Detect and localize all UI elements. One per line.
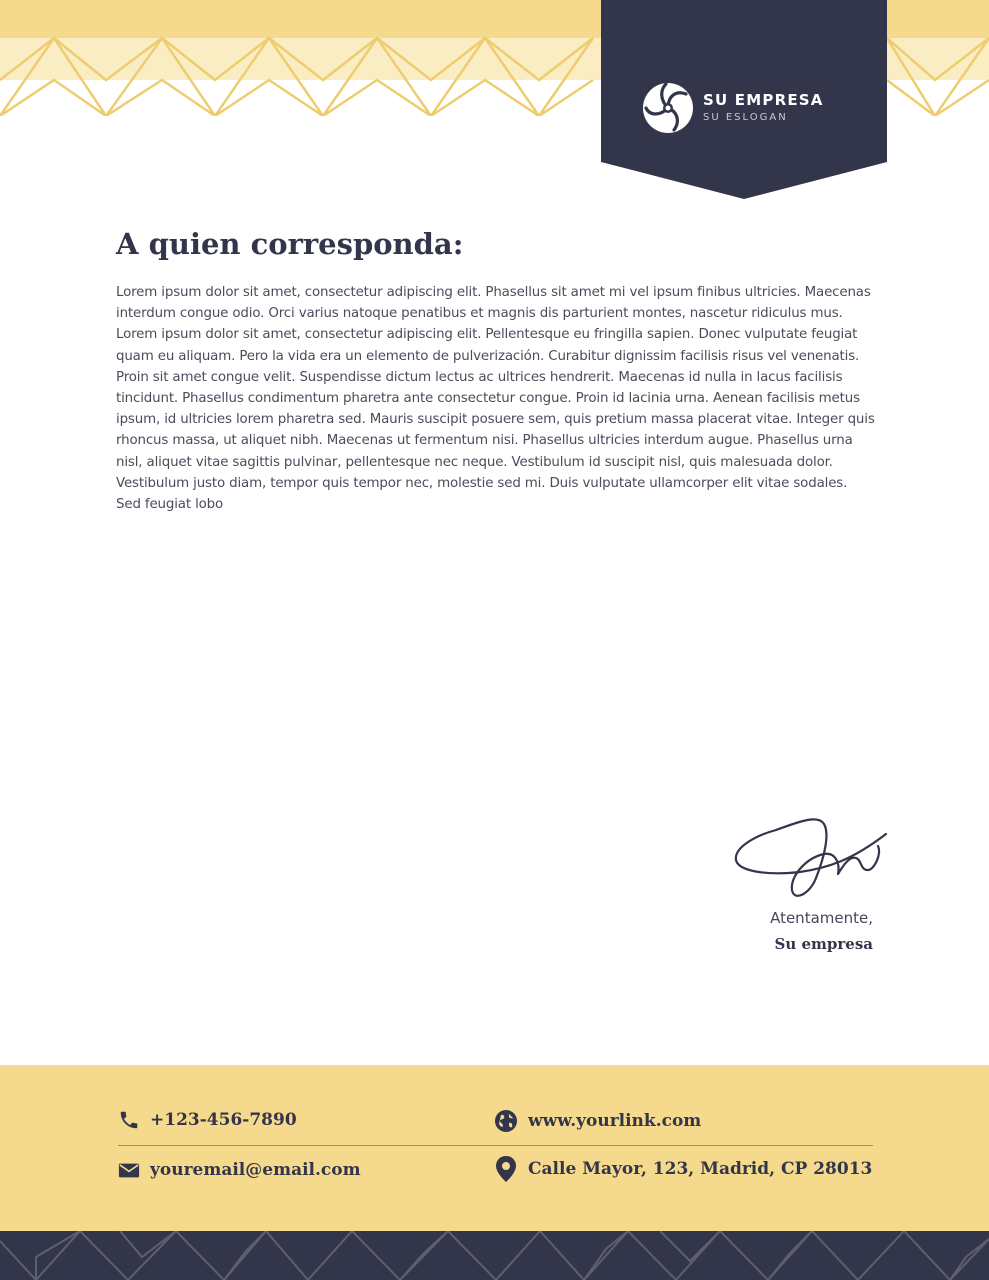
globe-icon	[494, 1109, 518, 1133]
letter-salutation: A quien corresponda:	[116, 227, 464, 261]
contact-footer	[0, 1065, 989, 1231]
letter-body: Lorem ipsum dolor sit amet, consectetur adipiscing elit. Phasellus sit amet mi vel ipsum finibus ultricies. Maecenas interdum congue odio. Orci varius natoque penatibus et magnis dis parturient montes, nascetur ridiculus mus. Lorem ipsum dolor sit amet, consectetur adipiscing elit. Pellentesque eu fringilla sapien. Donec vulputate feugiat quam eu aliquam. Pero la vida era un elemento de pulverización. Curabitur dignissim facilisis risus vel venenatis. Proin sit amet congue velit. Suspendisse dictum lectus ac ultrices hendrerit. Maecenas id nulla in lacus facilisis tincidunt. Phasellus condimentum pharetra ante consectetur congue. Proin id lacinia urna. Aenean facilisis metus ipsum, id ultricies lorem pharetra sed. Mauris suscipit posuere sem, quis pretium massa placerat vitae. Integer quis rhoncus massa, ut aliquet nibh. Maecenas ut fermentum nisi. Phasellus ultricies interdum augue. Phasellus urna nisl, aliquet vitae sagittis pulvinar, pellentesque nec neque. Vestibulum id suscipit nisl, quis malesuada dolor. Vestibulum justo diam, tempor quis tempor nec, molestie sed mi. Duis vulputate ullamcorper elit vitae sodales. Sed feugiat lobo	[116, 285, 875, 513]
phone-icon	[118, 1109, 140, 1131]
email-icon	[118, 1159, 140, 1181]
footer-pattern-band	[0, 1231, 989, 1280]
location-pin-icon	[494, 1155, 518, 1183]
phone-number: +123-456-7890	[150, 1110, 297, 1130]
brand-block	[642, 82, 824, 134]
closing-phrase: Atentamente,	[770, 909, 873, 927]
handwritten-signature	[732, 808, 890, 904]
sender-name: Su empresa	[774, 935, 873, 953]
contact-website[interactable]	[494, 1109, 701, 1133]
contact-address	[494, 1155, 872, 1183]
footer-divider	[118, 1145, 873, 1146]
letter-closing	[770, 906, 873, 958]
postal-address: Calle Mayor, 123, Madrid, CP 28013	[528, 1159, 873, 1179]
contact-phone[interactable]	[118, 1109, 297, 1131]
circular-swirl-logo-icon	[642, 82, 694, 134]
contact-email[interactable]	[118, 1159, 361, 1181]
company-slogan: SU ESLOGAN	[703, 111, 788, 123]
company-name: SU EMPRESA	[703, 90, 824, 109]
website-link: www.yourlink.com	[528, 1111, 702, 1131]
email-address: youremail@email.com	[150, 1160, 361, 1180]
